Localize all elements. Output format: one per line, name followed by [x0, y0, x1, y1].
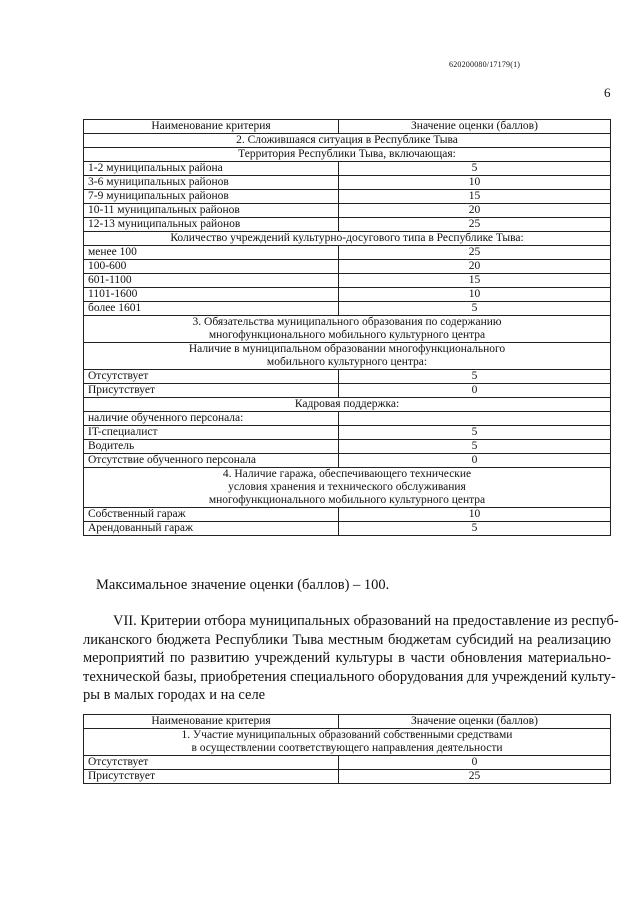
- criterion-cell: 12-13 муниципальных районов: [84, 218, 339, 232]
- criterion-cell: 10-11 муниципальных районов: [84, 204, 339, 218]
- table-header-row: [84, 120, 611, 134]
- table-row: [84, 426, 611, 440]
- section-row: [84, 343, 611, 370]
- section-heading: [84, 316, 611, 343]
- criterion-cell: 1101-1600: [84, 288, 339, 302]
- score-cell: 5: [339, 426, 611, 440]
- score-cell: 0: [339, 756, 611, 770]
- score-cell: 15: [339, 274, 611, 288]
- section-heading: [84, 343, 611, 370]
- score-cell: 5: [339, 162, 611, 176]
- section-heading-line: многофункционального мобильного культурного центра: [208, 494, 486, 506]
- section-heading: Территория Республики Тыва, включающая:: [84, 148, 611, 162]
- section-row: [84, 134, 611, 148]
- section-7-line: технической базы, приобретения специального оборудования для учреждений культу-: [83, 668, 616, 685]
- section-heading-line: многофункционального мобильного культурного центра: [208, 329, 486, 341]
- criterion-cell: Водитель: [84, 440, 339, 454]
- criteria-table-1: [83, 119, 611, 536]
- criterion-cell: 1-2 муниципальных района: [84, 162, 339, 176]
- section-row: [84, 148, 611, 162]
- score-cell: 0: [339, 454, 611, 468]
- column-header-score: Значение оценки (баллов): [339, 120, 611, 134]
- criterion-cell: 100-600: [84, 260, 339, 274]
- score-cell: 5: [339, 302, 611, 316]
- section-row: [84, 468, 611, 508]
- score-cell: 20: [339, 204, 611, 218]
- table-row: [84, 176, 611, 190]
- score-cell: 15: [339, 190, 611, 204]
- score-cell: 10: [339, 176, 611, 190]
- table-row: [84, 384, 611, 398]
- score-cell: 10: [339, 508, 611, 522]
- column-header-criterion: Наименование критерия: [84, 715, 339, 729]
- table-row: [84, 260, 611, 274]
- section-7-line: ры в малых городах и на селе: [83, 687, 266, 703]
- page-number: 6: [604, 85, 611, 100]
- section-heading: Количество учреждений культурно-досугового типа в Республике Тыва:: [84, 232, 611, 246]
- table-row: [84, 218, 611, 232]
- criteria-table-2: [83, 714, 611, 784]
- max-score-line: Максимальное значение оценки (баллов) – 100.: [96, 577, 390, 593]
- criterion-cell: Отсутствие обученного персонала: [84, 454, 339, 468]
- section-7-line: мероприятий по развитию учреждений культуры в части обновления материально-: [83, 650, 611, 666]
- criterion-cell: 3-6 муниципальных районов: [84, 176, 339, 190]
- section-heading: [84, 729, 611, 756]
- criterion-cell: 7-9 муниципальных районов: [84, 190, 339, 204]
- criteria-table-1-body: [84, 120, 611, 536]
- table-row: [84, 522, 611, 536]
- score-cell: 5: [339, 522, 611, 536]
- table-row: [84, 246, 611, 260]
- score-cell: 25: [339, 246, 611, 260]
- score-cell: 5: [339, 440, 611, 454]
- criterion-cell: менее 100: [84, 246, 339, 260]
- table-header-row: [84, 715, 611, 729]
- section-7-heading: [83, 612, 619, 705]
- section-heading-line: Наличие в муниципальном образовании многофункционального: [188, 343, 506, 355]
- section-heading-line: 4. Наличие гаража, обеспечивающего технические: [222, 468, 472, 480]
- table-row: [84, 412, 611, 426]
- criterion-cell: Отсутствует: [84, 756, 339, 770]
- criterion-cell: Присутствует: [84, 384, 339, 398]
- section-row: [84, 398, 611, 412]
- table-row: [84, 756, 611, 770]
- section-heading-line: мобильного культурного центра:: [266, 356, 428, 368]
- score-cell: 20: [339, 260, 611, 274]
- criterion-cell: Присутствует: [84, 770, 339, 784]
- table-row: [84, 274, 611, 288]
- section-row: [84, 729, 611, 756]
- table-row: [84, 440, 611, 454]
- section-heading-line: в осуществлении соответствующего направления деятельности: [191, 742, 503, 754]
- table-row: [84, 302, 611, 316]
- section-heading: [84, 468, 611, 508]
- table-row: [84, 370, 611, 384]
- section-heading-line: 3. Обязательства муниципального образования по содержанию: [192, 316, 502, 328]
- section-heading: Кадровая поддержка:: [84, 398, 611, 412]
- criterion-cell: Собственный гараж: [84, 508, 339, 522]
- table-row: [84, 288, 611, 302]
- section-row: [84, 316, 611, 343]
- section-heading: 2. Сложившаяся ситуация в Республике Тыва: [84, 134, 611, 148]
- score-cell: 5: [339, 370, 611, 384]
- score-cell: 0: [339, 384, 611, 398]
- document-code: 620200080/17179(1): [449, 60, 521, 69]
- criterion-cell: Отсутствует: [84, 370, 339, 384]
- criterion-cell: более 1601: [84, 302, 339, 316]
- column-header-score: Значение оценки (баллов): [339, 715, 611, 729]
- score-cell: [339, 412, 611, 426]
- table-row: [84, 770, 611, 784]
- table-row: [84, 204, 611, 218]
- section-7-line: VII. Критерии отбора муниципальных образований на предоставление из респуб-: [113, 613, 619, 629]
- table-row: [84, 162, 611, 176]
- score-cell: 10: [339, 288, 611, 302]
- section-7-line: ликанского бюджета Республики Тыва местным бюджетам субсидий на реализацию: [83, 631, 611, 648]
- table-row: [84, 454, 611, 468]
- score-cell: 25: [339, 218, 611, 232]
- section-heading-line: 1. Участие муниципальных образований собственными средствами: [181, 729, 513, 741]
- column-header-criterion: Наименование критерия: [84, 120, 339, 134]
- score-cell: 25: [339, 770, 611, 784]
- section-row: [84, 232, 611, 246]
- section-heading-line: условия хранения и технического обслуживания: [228, 481, 466, 493]
- table-row: [84, 190, 611, 204]
- criterion-cell: IT-специалист: [84, 426, 339, 440]
- criteria-table-2-body: [84, 715, 611, 784]
- table-row: [84, 508, 611, 522]
- criterion-cell: наличие обученного персонала:: [84, 412, 339, 426]
- criterion-cell: 601-1100: [84, 274, 339, 288]
- criterion-cell: Арендованный гараж: [84, 522, 339, 536]
